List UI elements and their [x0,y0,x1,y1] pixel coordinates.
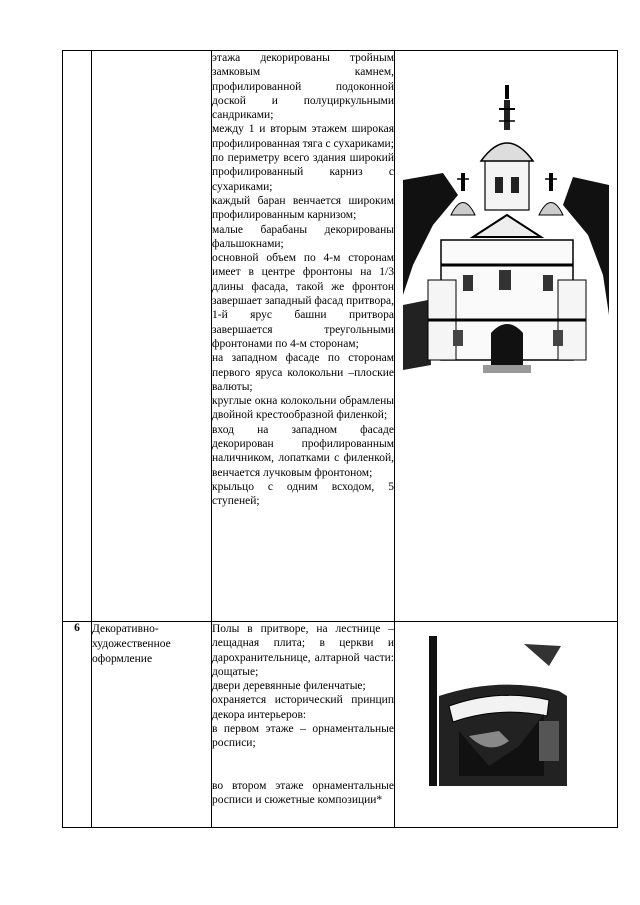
description-paragraph: между 1 и вторым этажем широкая профилированная тяга с сухариками; [212,123,394,150]
table-row [63,622,618,828]
row-number: 6 [63,622,92,828]
photo-cell [395,51,618,622]
element-name: Декоративно-художественное оформление [92,622,212,828]
description-paragraph: вход на западном фасаде декорирован профилированным наличником, лопатками с филенкой, венчается лучковым фронтоном; [212,423,394,479]
description-paragraph: Полы в притворе, на лестнице – лещадная плита; в церкви и дарохранительнице, алтарной части: дощатые; [212,623,394,678]
description-paragraph: охраняется исторический принцип декора интерьеров: [212,694,394,721]
description-paragraph: малые барабаны декорированы фальшокнами; [212,223,394,250]
description-paragraph: крыльцо с одним всходом, 5 ступеней; [212,480,394,508]
description-paragraph: этажа декорированы тройным замковым камнем, профилированной подоконной доской и полуциркульными сандриками; [212,52,394,122]
description-paragraph: основной объем по 4-м сторонам имеет в центре фронтоны на 1/3 длины фасада, такой же фронтон завершает западный фасад притвора, 1-й ярус башни притвора завершается треугольными фронтонами по 4-м сторонам; [212,252,394,350]
heritage-table [62,50,618,828]
description-paragraph: круглые окна колокольни обрамлены двойной крестообразной филенкой; [212,395,394,422]
element-name [92,51,212,622]
row-number [63,51,92,622]
description-paragraph: каждый баран венчается широким профилированным карнизом; [212,194,394,222]
element-description [212,622,395,828]
element-description [212,51,395,622]
description-paragraph: двери деревянные филенчатые; [212,680,366,693]
photo-cell [395,622,618,828]
description-paragraph: по периметру всего здания широкий профилированный карниз с сухариками; [212,152,394,193]
church-facade-photo [403,65,609,385]
description-paragraph: на западном фасаде по сторонам первого яруса колокольни –плоские валюты; [212,352,394,393]
description-paragraph: в первом этаже – орнаментальные росписи; [212,723,394,750]
description-paragraph: во втором этаже орнаментальные росписи и сюжетные композиции* [212,779,394,806]
table-row [63,51,618,622]
interior-vault-photo [429,636,567,786]
